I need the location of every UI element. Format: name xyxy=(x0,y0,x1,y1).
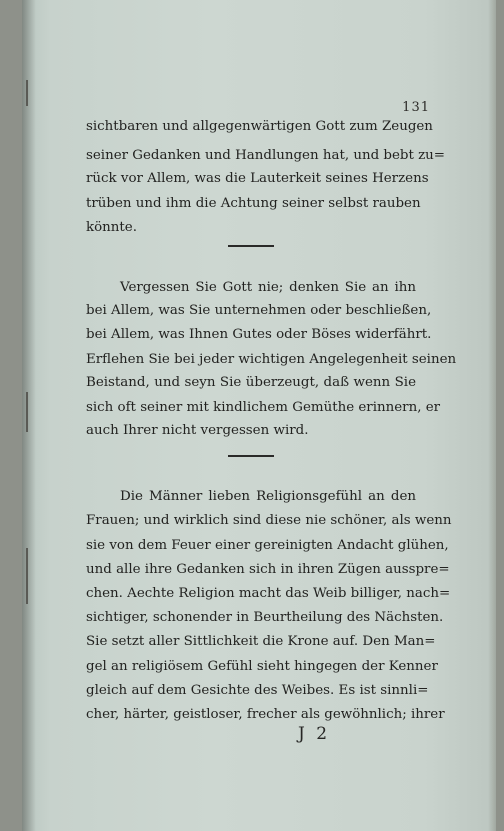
section-divider xyxy=(228,455,274,457)
text-line: sich oft seiner mit kindlichem Gemüthe erinnern, er xyxy=(86,400,441,415)
text-line: und alle ihre Gedanken sich in ihren Zügen ausspre= xyxy=(86,562,450,577)
text-line: sichtbaren und allgegenwärtigen Gott zum Zeugen xyxy=(86,119,433,134)
text-line: gleich auf dem Gesichte des Weibes. Es ist sinnli= xyxy=(86,683,429,698)
text-line: könnte. xyxy=(86,220,137,235)
text-line: Sie setzt aller Sittlichkeit die Krone auf. Den Man= xyxy=(86,634,436,649)
text-line: Die Männer lieben Religionsgefühl an den xyxy=(120,489,416,504)
text-line: seiner Gedanken und Handlungen hat, und bebt zu= xyxy=(86,148,446,163)
text-line: trüben und ihm die Achtung seiner selbst rauben xyxy=(86,196,421,211)
text-line: Frauen; und wirklich sind diese nie schöner, als wenn xyxy=(86,513,452,528)
text-line: sichtiger, schonender in Beurtheilung des Nächsten. xyxy=(86,610,444,625)
margin-mark xyxy=(26,548,28,604)
page-edge xyxy=(488,0,496,831)
gutter-shadow xyxy=(22,0,36,831)
margin-mark xyxy=(26,392,28,432)
section-divider xyxy=(228,245,274,247)
text-line: gel an religiösem Gefühl sieht hingegen der Kenner xyxy=(86,659,438,674)
text-line: bei Allem, was Sie unternehmen oder beschließen, xyxy=(86,303,432,318)
text-line: sie von dem Feuer einer gereinigten Andacht glühen, xyxy=(86,538,449,553)
text-line: rück vor Allem, was die Lauterkeit seines Herzens xyxy=(86,171,429,186)
text-line: Vergessen Sie Gott nie; denken Sie an ihn xyxy=(120,280,416,295)
signature-mark: J 2 xyxy=(298,724,331,744)
text-line: Beistand, und seyn Sie überzeugt, daß wenn Sie xyxy=(86,375,416,390)
text-line: cher, härter, geistloser, frecher als gewöhnlich; ihrer xyxy=(86,707,445,722)
margin-mark xyxy=(26,80,28,106)
text-line: auch Ihrer nicht vergessen wird. xyxy=(86,423,309,438)
text-line: bei Allem, was Ihnen Gutes oder Böses widerfährt. xyxy=(86,327,432,342)
page-number: 131 xyxy=(402,100,430,115)
text-line: Erflehen Sie bei jeder wichtigen Angelegenheit seinen xyxy=(86,352,457,367)
text-line: chen. Aechte Religion macht das Weib billiger, nach= xyxy=(86,586,451,601)
